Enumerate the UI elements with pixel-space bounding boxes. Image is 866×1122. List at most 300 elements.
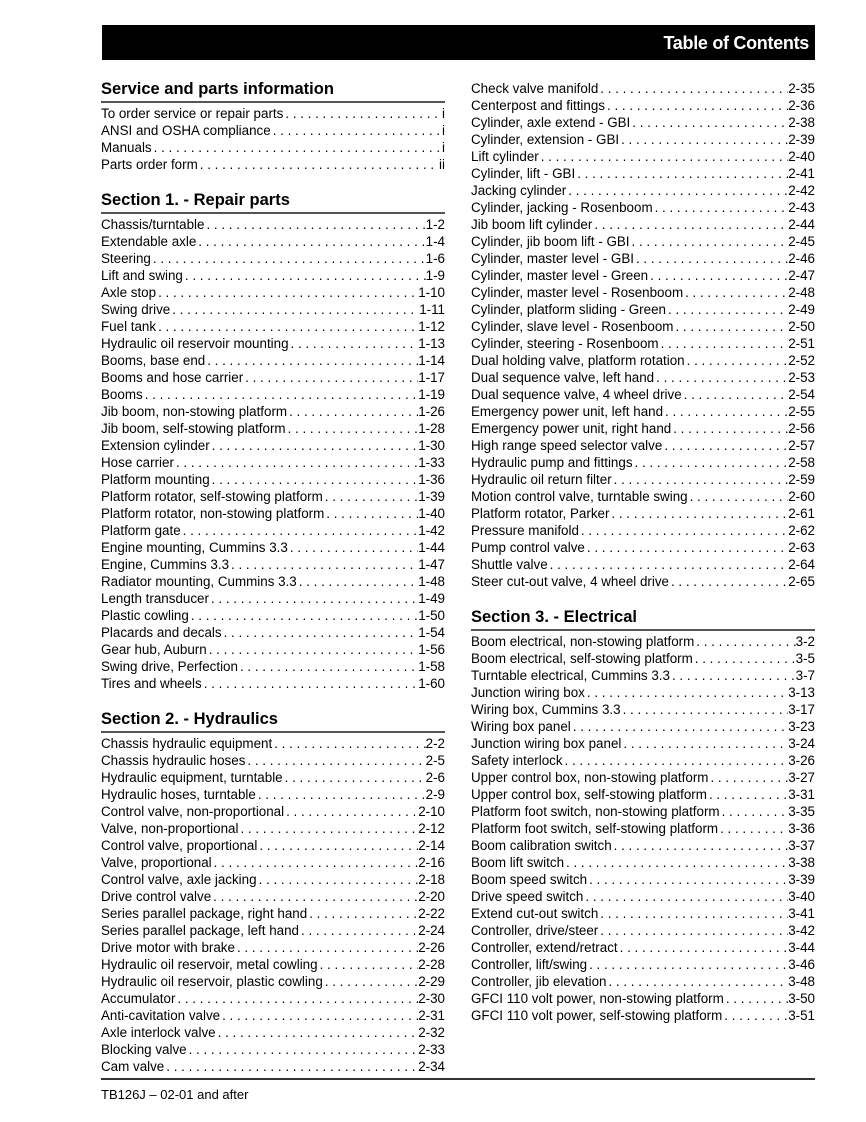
toc-entry-page: 3-37 <box>788 838 815 853</box>
toc-entry-title: Boom lift switch <box>471 855 565 870</box>
toc-entry[interactable] <box>101 233 445 250</box>
dot-leader <box>238 658 418 675</box>
toc-entry-title: Jib boom, non-stowing platform <box>101 404 288 419</box>
toc-entry-page: 1-12 <box>418 319 445 334</box>
toc-entry[interactable] <box>101 590 445 607</box>
toc-entry[interactable] <box>471 522 815 539</box>
dot-leader <box>202 675 418 692</box>
toc-entry-page: 2-41 <box>788 166 815 181</box>
toc-entry[interactable] <box>471 505 815 522</box>
toc-entry[interactable] <box>471 735 815 752</box>
dot-leader <box>662 437 788 454</box>
toc-entry[interactable] <box>101 105 445 122</box>
toc-entry-title: GFCI 110 volt power, self-stowing platform <box>471 1008 723 1023</box>
toc-entry-page: 2-60 <box>788 489 815 504</box>
toc-entry-page: 2-34 <box>418 1059 445 1074</box>
toc-entry[interactable] <box>101 471 445 488</box>
toc-entry[interactable] <box>471 250 815 267</box>
toc-entry-page: 2-29 <box>418 974 445 989</box>
toc-entry[interactable] <box>101 522 445 539</box>
toc-entry-title: Drive motor with brake <box>101 940 235 955</box>
toc-entry-title: Parts order form <box>101 157 198 172</box>
toc-entry-page: 3-23 <box>788 719 815 734</box>
toc-entry-title: Upper control box, self-stowing platform <box>471 787 707 802</box>
toc-entry[interactable] <box>471 769 815 786</box>
toc-entry[interactable] <box>101 641 445 658</box>
toc-entry-title: Length transducer <box>101 591 209 606</box>
toc-entry[interactable] <box>101 905 445 922</box>
toc-entry-page: 2-40 <box>788 149 815 164</box>
toc-entry[interactable] <box>101 539 445 556</box>
toc-entry-page: 2-46 <box>788 251 815 266</box>
toc-entry-title: Fuel tank <box>101 319 157 334</box>
toc-entry[interactable] <box>101 573 445 590</box>
toc-entry-title: Valve, proportional <box>101 855 212 870</box>
toc-entry-page: 3-46 <box>788 957 815 972</box>
toc-entry[interactable] <box>101 216 445 233</box>
dot-leader <box>170 301 419 318</box>
toc-entry-page: 3-42 <box>788 923 815 938</box>
dot-leader <box>708 769 788 786</box>
toc-entry-title: Engine mounting, Cummins 3.3 <box>101 540 288 555</box>
toc-entry-page: 2-50 <box>788 319 815 334</box>
toc-entry-title: Cylinder, jacking - Rosenboom <box>471 200 653 215</box>
toc-entry[interactable] <box>471 701 815 718</box>
toc-entry-page: 3-7 <box>795 668 815 683</box>
dot-leader <box>289 335 419 352</box>
toc-entry[interactable] <box>471 488 815 505</box>
toc-entry[interactable] <box>101 437 445 454</box>
toc-entry-page: 2-16 <box>418 855 445 870</box>
toc-entry[interactable] <box>101 301 445 318</box>
dot-leader <box>724 990 788 1007</box>
toc-entry[interactable] <box>471 97 815 114</box>
toc-entry-title: High range speed selector valve <box>471 438 663 453</box>
toc-entry[interactable] <box>471 573 815 590</box>
toc-entry[interactable] <box>101 769 445 786</box>
toc-entry[interactable] <box>471 301 815 318</box>
toc-entry[interactable] <box>471 437 815 454</box>
toc-entry-title: Platform foot switch, non-stowing platform <box>471 804 720 819</box>
toc-entry-title: Shuttle valve <box>471 557 548 572</box>
toc-entry-title: Controller, extend/retract <box>471 940 618 955</box>
toc-entry[interactable] <box>471 786 815 803</box>
dot-leader <box>707 786 788 803</box>
toc-entry[interactable] <box>471 650 815 667</box>
toc-entry[interactable] <box>101 505 445 522</box>
dot-leader <box>283 105 442 122</box>
toc-entry-title: Tires and wheels <box>101 676 202 691</box>
toc-entry[interactable] <box>101 386 445 403</box>
dot-leader <box>196 233 425 250</box>
toc-entry[interactable] <box>471 888 815 905</box>
toc-entry[interactable] <box>471 956 815 973</box>
toc-entry-title: Hydraulic oil reservoir, metal cowling <box>101 957 318 972</box>
dot-leader <box>587 956 788 973</box>
toc-entry-page: 2-51 <box>788 336 815 351</box>
toc-entry-page: 2-39 <box>788 132 815 147</box>
toc-left-column <box>101 79 445 1092</box>
toc-entry[interactable] <box>101 250 445 267</box>
toc-entry-page: 1-60 <box>418 676 445 691</box>
dot-leader <box>669 573 788 590</box>
toc-entry[interactable] <box>101 752 445 769</box>
toc-entry[interactable] <box>101 139 445 156</box>
toc-entry[interactable] <box>101 956 445 973</box>
toc-entry-title: Emergency power unit, left hand <box>471 404 664 419</box>
toc-entry-page: 1-13 <box>418 336 445 351</box>
toc-entry-title: Hydraulic oil return filter <box>471 472 612 487</box>
toc-entry[interactable] <box>471 803 815 820</box>
toc-entry[interactable] <box>101 352 445 369</box>
toc-entry-title: Junction wiring box <box>471 685 585 700</box>
toc-entry-page: 2-28 <box>418 957 445 972</box>
toc-entry[interactable] <box>471 420 815 437</box>
toc-entry-page: 1-44 <box>418 540 445 555</box>
toc-entry-page: 1-2 <box>425 217 445 232</box>
header-bar <box>102 25 815 60</box>
toc-entry-title: Plastic cowling <box>101 608 189 623</box>
toc-entry[interactable] <box>471 318 815 335</box>
toc-entry-title: Cylinder, master level - Rosenboom <box>471 285 684 300</box>
dot-leader <box>673 318 788 335</box>
toc-entry[interactable] <box>471 284 815 301</box>
toc-entry-title: Extend cut-out switch <box>471 906 599 921</box>
toc-entry[interactable] <box>101 658 445 675</box>
toc-entry[interactable] <box>471 633 815 650</box>
toc-entry[interactable] <box>101 837 445 854</box>
toc-entry[interactable] <box>101 922 445 939</box>
toc-entry-page: i <box>442 106 445 121</box>
toc-entry-title: Platform foot switch, self-stowing platform <box>471 821 719 836</box>
toc-entry-page: 2-31 <box>418 1008 445 1023</box>
dot-leader <box>272 735 425 752</box>
dot-leader <box>307 905 418 922</box>
toc-entry-title: Dual sequence valve, left hand <box>471 370 655 385</box>
toc-entry-title: Placards and decals <box>101 625 222 640</box>
toc-entry[interactable] <box>101 735 445 752</box>
dot-leader <box>256 786 426 803</box>
toc-entry-page: i <box>442 140 445 155</box>
toc-entry-page: 1-56 <box>418 642 445 657</box>
toc-entry-title: Cylinder, steering - Rosenboom <box>471 336 659 351</box>
dot-leader <box>207 641 418 658</box>
toc-section <box>101 190 445 692</box>
toc-entry-title: Booms <box>101 387 143 402</box>
section-heading-section-3-electrical: Section 3. - Electrical <box>471 607 815 631</box>
dot-leader <box>682 386 789 403</box>
dot-leader <box>222 624 419 641</box>
toc-entry-page: 3-13 <box>788 685 815 700</box>
toc-entry[interactable] <box>471 684 815 701</box>
toc-entry[interactable] <box>101 675 445 692</box>
toc-entry-title: Swing drive <box>101 302 171 317</box>
dot-leader <box>688 488 789 505</box>
toc-entry[interactable] <box>101 420 445 437</box>
toc-entry-title: Emergency power unit, right hand <box>471 421 672 436</box>
toc-entry-page: 2-18 <box>418 872 445 887</box>
dot-leader <box>286 420 419 437</box>
toc-entry-title: Booms, base end <box>101 353 206 368</box>
footer-divider <box>101 1078 815 1080</box>
dot-leader <box>283 769 426 786</box>
toc-entry[interactable] <box>101 488 445 505</box>
toc-entry-page: 2-59 <box>788 472 815 487</box>
dot-leader <box>220 1007 418 1024</box>
toc-entry[interactable] <box>471 352 815 369</box>
toc-entry[interactable] <box>101 454 445 471</box>
dot-leader <box>654 369 788 386</box>
dot-leader <box>212 854 419 871</box>
toc-entry[interactable] <box>471 990 815 1007</box>
dot-leader <box>209 590 418 607</box>
toc-entry-page: 1-39 <box>418 489 445 504</box>
toc-entry-title: Dual sequence valve, 4 wheel drive <box>471 387 682 402</box>
toc-entry-page: 2-42 <box>788 183 815 198</box>
dot-leader <box>630 233 789 250</box>
dot-leader <box>189 607 418 624</box>
toc-entry[interactable] <box>471 386 815 403</box>
dot-leader <box>720 803 789 820</box>
toc-entry-page: 1-28 <box>418 421 445 436</box>
dot-leader <box>663 403 788 420</box>
toc-entry[interactable] <box>471 216 815 233</box>
toc-entry[interactable] <box>101 284 445 301</box>
toc-entry-page: 1-11 <box>419 302 445 317</box>
toc-section <box>101 79 445 173</box>
toc-entry-page: 1-40 <box>418 506 445 521</box>
dot-leader <box>299 922 418 939</box>
toc-entry-page: 2-53 <box>788 370 815 385</box>
toc-entry-title: Platform rotator, non-stowing platform <box>101 506 325 521</box>
toc-entry-title: Series parallel package, right hand <box>101 906 308 921</box>
toc-entry-title: Valve, non-proportional <box>101 821 239 836</box>
toc-entry-page: 2-30 <box>418 991 445 1006</box>
toc-entry-title: Boom speed switch <box>471 872 588 887</box>
toc-entry[interactable] <box>101 607 445 624</box>
toc-entry-page: 2-5 <box>425 753 445 768</box>
toc-entry-page: 3-51 <box>788 1008 815 1023</box>
toc-entry-page: 3-27 <box>788 770 815 785</box>
toc-entry[interactable] <box>471 837 815 854</box>
dot-leader <box>174 454 418 471</box>
toc-entry[interactable] <box>101 973 445 990</box>
section-heading-section-1-repair-parts: Section 1. - Repair parts <box>101 190 445 214</box>
toc-entry[interactable] <box>471 539 815 556</box>
toc-entry-title: Wiring box, Cummins 3.3 <box>471 702 621 717</box>
toc-entry[interactable] <box>101 786 445 803</box>
toc-entry-title: Hydraulic oil reservoir mounting <box>101 336 289 351</box>
dot-leader <box>612 837 789 854</box>
toc-entry-title: Jacking cylinder <box>471 183 567 198</box>
toc-entry[interactable] <box>471 871 815 888</box>
toc-entry-page: 3-35 <box>788 804 815 819</box>
toc-entry[interactable] <box>471 454 815 471</box>
section-heading-section-2-hydraulics: Section 2. - Hydraulics <box>101 709 445 733</box>
dot-leader <box>633 454 789 471</box>
toc-entry[interactable] <box>471 148 815 165</box>
toc-entry[interactable] <box>471 403 815 420</box>
toc-entry[interactable] <box>471 752 815 769</box>
toc-entry[interactable] <box>471 199 815 216</box>
toc-entry-title: Controller, jib elevation <box>471 974 607 989</box>
dot-leader <box>243 369 418 386</box>
toc-entry-title: Boom calibration switch <box>471 838 612 853</box>
toc-entry[interactable] <box>101 871 445 888</box>
dot-leader <box>210 471 419 488</box>
dot-leader <box>618 939 789 956</box>
toc-entry-page: i <box>442 123 445 138</box>
dot-leader <box>585 684 788 701</box>
toc-entry-page: 2-49 <box>788 302 815 317</box>
toc-entry-title: Lift and swing <box>101 268 183 283</box>
toc-section <box>471 80 815 590</box>
toc-entry[interactable] <box>101 1024 445 1041</box>
toc-entry[interactable] <box>471 939 815 956</box>
toc-entry[interactable] <box>101 888 445 905</box>
dot-leader <box>257 837 418 854</box>
toc-entry-page: 1-19 <box>418 387 445 402</box>
toc-entry[interactable] <box>101 1007 445 1024</box>
toc-entry[interactable] <box>101 854 445 871</box>
toc-entry-title: Control valve, non-proportional <box>101 804 285 819</box>
toc-entry[interactable] <box>101 624 445 641</box>
toc-entry[interactable] <box>101 939 445 956</box>
dot-leader <box>210 437 419 454</box>
toc-entry-title: Pump control valve <box>471 540 585 555</box>
toc-entry[interactable] <box>471 369 815 386</box>
toc-entry-title: Cylinder, extension - GBI <box>471 132 620 147</box>
toc-entry-page: 2-63 <box>788 540 815 555</box>
dot-leader <box>612 471 789 488</box>
dot-leader <box>653 199 789 216</box>
dot-leader <box>718 820 788 837</box>
dot-leader <box>694 633 795 650</box>
dot-leader <box>211 888 418 905</box>
toc-entry[interactable] <box>101 267 445 284</box>
toc-entry-title: Controller, lift/swing <box>471 957 588 972</box>
toc-entry-page: 1-47 <box>418 557 445 572</box>
toc-entry[interactable] <box>471 854 815 871</box>
toc-entry-page: 3-40 <box>788 889 815 904</box>
section-heading-service-and-parts-information: Service and parts information <box>101 79 445 103</box>
dot-leader <box>683 284 788 301</box>
toc-entry-page: 1-54 <box>418 625 445 640</box>
toc-entry-page: 2-64 <box>788 557 815 572</box>
toc-entry[interactable] <box>101 335 445 352</box>
toc-entry-title: Hydraulic hoses, turntable <box>101 787 256 802</box>
dot-leader <box>271 122 442 139</box>
dot-leader <box>152 139 442 156</box>
toc-entry[interactable] <box>471 267 815 284</box>
toc-entry-page: 3-38 <box>788 855 815 870</box>
toc-entry[interactable] <box>471 922 815 939</box>
toc-entry-page: 3-31 <box>788 787 815 802</box>
toc-entry-title: Pressure manifold <box>471 523 579 538</box>
toc-entry[interactable] <box>101 803 445 820</box>
toc-entry-page: 1-49 <box>418 591 445 606</box>
toc-entry-page: 2-58 <box>788 455 815 470</box>
toc-entry-page: 2-12 <box>418 821 445 836</box>
toc-entry[interactable] <box>101 403 445 420</box>
toc-entry[interactable] <box>471 471 815 488</box>
dot-leader <box>670 667 796 684</box>
toc-entry-page: 1-58 <box>418 659 445 674</box>
toc-entry[interactable] <box>471 165 815 182</box>
toc-entry-title: Chassis hydraulic hoses <box>101 753 246 768</box>
toc-entry[interactable] <box>101 369 445 386</box>
toc-entry-page: 2-38 <box>788 115 815 130</box>
toc-entry[interactable] <box>471 718 815 735</box>
toc-entry-title: Upper control box, non-stowing platform <box>471 770 709 785</box>
toc-entry-page: 3-50 <box>788 991 815 1006</box>
dot-leader <box>598 905 788 922</box>
toc-entry[interactable] <box>101 1041 445 1058</box>
toc-entry-page: 1-10 <box>418 285 445 300</box>
dot-leader <box>181 522 419 539</box>
toc-entry[interactable] <box>471 233 815 250</box>
toc-entry[interactable] <box>471 667 815 684</box>
toc-entry[interactable] <box>471 556 815 573</box>
dot-leader <box>183 267 426 284</box>
toc-entry-title: To order service or repair parts <box>101 106 284 121</box>
toc-entry-title: Hydraulic equipment, turntable <box>101 770 283 785</box>
toc-entry[interactable] <box>101 156 445 173</box>
dot-leader <box>245 752 425 769</box>
toc-entry[interactable] <box>471 335 815 352</box>
toc-entry-page: 2-48 <box>788 285 815 300</box>
dot-leader <box>297 573 418 590</box>
toc-entry-title: Platform rotator, self-stowing platform <box>101 489 323 504</box>
toc-entry[interactable] <box>471 182 815 199</box>
toc-entry[interactable] <box>471 905 815 922</box>
toc-entry[interactable] <box>471 131 815 148</box>
toc-entry[interactable] <box>101 820 445 837</box>
toc-entry[interactable] <box>101 1058 445 1075</box>
toc-entry-title: Motion control valve, turntable swing <box>471 489 688 504</box>
toc-entry-page: 2-26 <box>418 940 445 955</box>
toc-entry-title: Cylinder, master level - GBI <box>471 251 634 266</box>
toc-entry-title: Cylinder, axle extend - GBI <box>471 115 631 130</box>
dot-leader <box>564 854 788 871</box>
page-title: Table of Contents <box>663 33 809 53</box>
toc-entry[interactable] <box>471 1007 815 1024</box>
toc-entry-title: Anti-cavitation valve <box>101 1008 221 1023</box>
dot-leader <box>621 701 789 718</box>
dot-leader <box>587 871 788 888</box>
toc-entry[interactable] <box>471 80 815 97</box>
dot-leader <box>609 505 788 522</box>
toc-entry[interactable] <box>471 114 815 131</box>
toc-entry[interactable] <box>101 122 445 139</box>
toc-entry[interactable] <box>471 820 815 837</box>
toc-entry-title: Platform gate <box>101 523 181 538</box>
dot-leader <box>579 522 788 539</box>
toc-entry-title: Junction wiring box panel <box>471 736 622 751</box>
toc-entry[interactable] <box>471 973 815 990</box>
toc-entry-title: GFCI 110 volt power, non-stowing platform <box>471 991 724 1006</box>
toc-entry-title: Jib boom lift cylinder <box>471 217 593 232</box>
toc-entry[interactable] <box>101 318 445 335</box>
toc-entry-title: Controller, drive/steer <box>471 923 599 938</box>
toc-entry[interactable] <box>101 990 445 1007</box>
toc-entry-page: 2-45 <box>788 234 815 249</box>
toc-entry[interactable] <box>101 556 445 573</box>
dot-leader <box>566 182 788 199</box>
toc-entry-page: 3-2 <box>795 634 815 649</box>
toc-entry-title: Platform mounting <box>101 472 210 487</box>
toc-entry-page: 2-47 <box>788 268 815 283</box>
